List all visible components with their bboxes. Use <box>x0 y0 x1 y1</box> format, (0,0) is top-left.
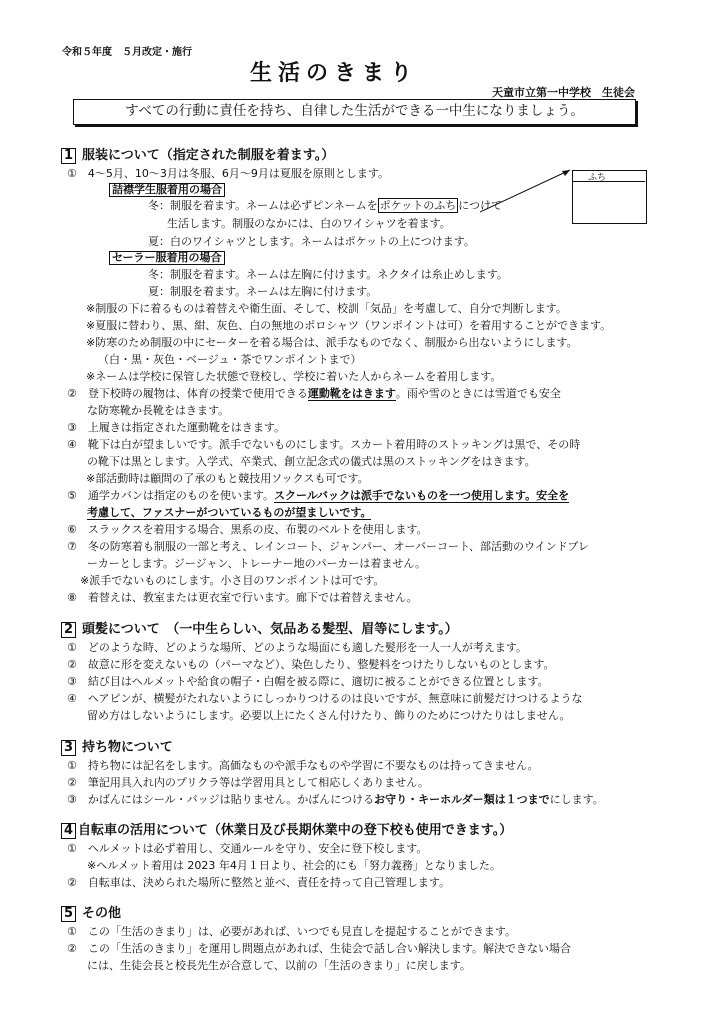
section-2-heading <box>61 622 458 638</box>
s4-line: ② 自転車は、決められた場所に整然と並べ、責任を持って自己管理します。 <box>67 876 450 889</box>
section-4-heading <box>61 823 512 839</box>
s1-line: ※部活動時は顧問の了承のもと競技用ソックスも可です。 <box>86 472 369 485</box>
s1-line: ※防寒のため制服の中にセーターを着る場合は、派手なものでなく、制服から出ないようにします。 <box>86 336 578 349</box>
section-5-number: 5 <box>61 906 76 922</box>
s1-line: ④ 靴下は白が望ましいです。派手でないものにします。スカート着用時のストッキングは黒で、その時 <box>67 438 581 451</box>
s5-line: には、生徒会長と校長先生が合意して、以前の「生活のきまり」に戻します。 <box>87 959 471 972</box>
s1-line: 考慮して、ファスナーがついているものが望ましいです。 <box>87 506 372 519</box>
s1-subheading-gakuran: 詰襟学生服着用の場合 <box>109 183 225 197</box>
s1-line: ーカーとします。ジージャン、トレーナー地のパーカーは着ません。 <box>87 557 427 570</box>
s1-line: ※ネームは学校に保管した状態で登校し、学校に着いた人からネームを着用します。 <box>86 370 502 383</box>
school-name: 天童市立第一中学校 生徒会 <box>492 86 635 99</box>
s1-line: ③ 上履きは指定された運動靴をはきます。 <box>67 421 285 434</box>
motto-box <box>73 99 636 125</box>
s1-subheading-sailor: セーラー服着用の場合 <box>109 251 225 265</box>
s1-line: ※制服の下に着るものは着替えや衛生面、そして、校訓「気品」を考慮して、自分で判断します。 <box>86 302 567 315</box>
section-1-number: 1 <box>61 148 76 164</box>
s2-line: 留め方はしないようにします。必要以上にたくさん付けたり、飾りのためにつけたりはしません。 <box>87 709 571 722</box>
pocket-edge-label: ふち <box>588 173 607 183</box>
s1-line: ⑥ スラックスを着用する場合、黒系の皮、布製のベルトを使用します。 <box>67 523 428 536</box>
s1-line: ① 4～5月、10～3月は冬服、6月～9月は夏服を原則とします。 <box>67 167 389 180</box>
section-5-heading <box>61 906 121 922</box>
revision-note: 令和５年度 ５月改定・施行 <box>62 47 192 58</box>
section-3-title: 持ち物について <box>82 740 173 755</box>
pocket-diagram <box>572 170 647 224</box>
section-4-number: 4 <box>61 823 76 839</box>
s2-line: ② 故意に形を変えないもの（パーマなど）、染色したり、整髪料をつけたりしないものとします。 <box>67 658 555 671</box>
pocket-edge-line <box>572 181 645 182</box>
s4-line: ① ヘルメットは必ず着用し、交通ルールを守り、安全に登下校します。 <box>67 842 428 855</box>
section-3-number: 3 <box>61 740 76 756</box>
section-2-number: 2 <box>61 622 76 638</box>
s1-line: な防寒靴か長靴をはきます。 <box>87 404 230 417</box>
pocket-edge-highlight: ポケットのふち <box>379 199 457 212</box>
s1-line: 夏：白のワイシャツとします。ネームはポケットの上につけます。 <box>148 235 475 248</box>
section-3-heading <box>61 740 173 756</box>
s1-line: ※夏服に替わり、黒、紺、灰色、白の無地のポロシャツ（ワンポイントは可）を着用することができます。 <box>86 319 612 332</box>
s1-line: ※派手でないものにします。小さ目のワンポイントは可です。 <box>80 574 385 587</box>
s1-line: の靴下は黒とします。入学式、卒業式、創立記念式の儀式は黒のストッキングをはきます。 <box>87 455 536 468</box>
page-title: 生活のきまり <box>250 61 419 86</box>
s3-line: ② 筆記用具入れ内のプリクラ等は学習用具として相応しくありません。 <box>67 776 429 789</box>
s1-line: ② 登下校時の履物は、体育の授業で使用できる運動靴をはきます。雨や雪のときには雪道でも安全 <box>67 387 561 400</box>
motto-text: すべての行動に責任を持ち、自律した生活ができる一中生になりましょう。 <box>125 103 584 119</box>
section-1-title: 服装について（指定された制服を着ます。） <box>82 148 335 163</box>
s1-line: ⑤ 通学カバンは指定のものを使います。スクールバックは派手でないものを一つ使用します。安全を <box>67 489 570 502</box>
s1-line: 生活します。制服のなかには、白のワイシャツを着ます。 <box>167 217 451 230</box>
s3-line: ① 持ち物には記名をします。高価なものや派手なものや学習に不要なものは持ってきません。 <box>67 759 539 772</box>
section-5-title: その他 <box>82 906 122 921</box>
section-2-title: 頭髪について （一中生らしい、気品ある髪型、眉等にします。） <box>82 622 458 637</box>
s5-line: ② この「生活のきまり」を運用し問題点があれば、生徒会で話し合い解決します。解決できない場合 <box>67 942 571 955</box>
s1-line: ⑦ 冬の防寒着も制服の一部と考え、レインコート、ジャンパー、オーバーコート、部活動のウインドブレ <box>67 540 589 553</box>
s4-line: ※ヘルメット着用は 2023 年4月１日より、社会的にも「努力義務」となりました。 <box>87 859 501 872</box>
section-4-title: 自転車の活用について（休業日及び長期休業中の登下校も使用できます。） <box>78 823 513 838</box>
s3-line: ③ かばんにはシール・バッジは貼りません。かばんにつけるお守り・キーホルダー類は１つまでにします。 <box>67 793 604 806</box>
s5-line: ① この「生活のきまり」は、必要があれば、いつでも見直しを提起することができます。 <box>67 925 516 938</box>
section-1-heading <box>61 148 334 164</box>
s1-line: 冬：制服を着ます。ネームは必ずピンネームを ポケットのふち につけて <box>148 199 503 212</box>
s1-line: ⑧ 着替えは、教室または更衣室で行います。廊下では着替えません。 <box>67 591 418 604</box>
s1-line: 夏：制服を着ます。ネームは左胸に付けます。 <box>148 285 378 298</box>
s2-line: ③ 結び目はヘルメットや給食の帽子・白帽を被る際に、適切に被ることができる位置とします。 <box>67 675 549 688</box>
s2-line: ① どのような時、どのような場所、どのような場面にも適した髪形を一人一人が考えます。 <box>67 641 527 654</box>
s1-line: （白・黒・灰色・ベージュ・茶でワンポイントまで） <box>98 353 362 366</box>
s2-line: ④ ヘアピンが、横髪がたれないようにしっかりつけるのは良いですが、無意味に前髪だけつけるような <box>67 692 583 705</box>
s1-line: 冬：制服を着ます。ネームは左胸に付けます。ネクタイは糸止めします。 <box>148 268 508 281</box>
